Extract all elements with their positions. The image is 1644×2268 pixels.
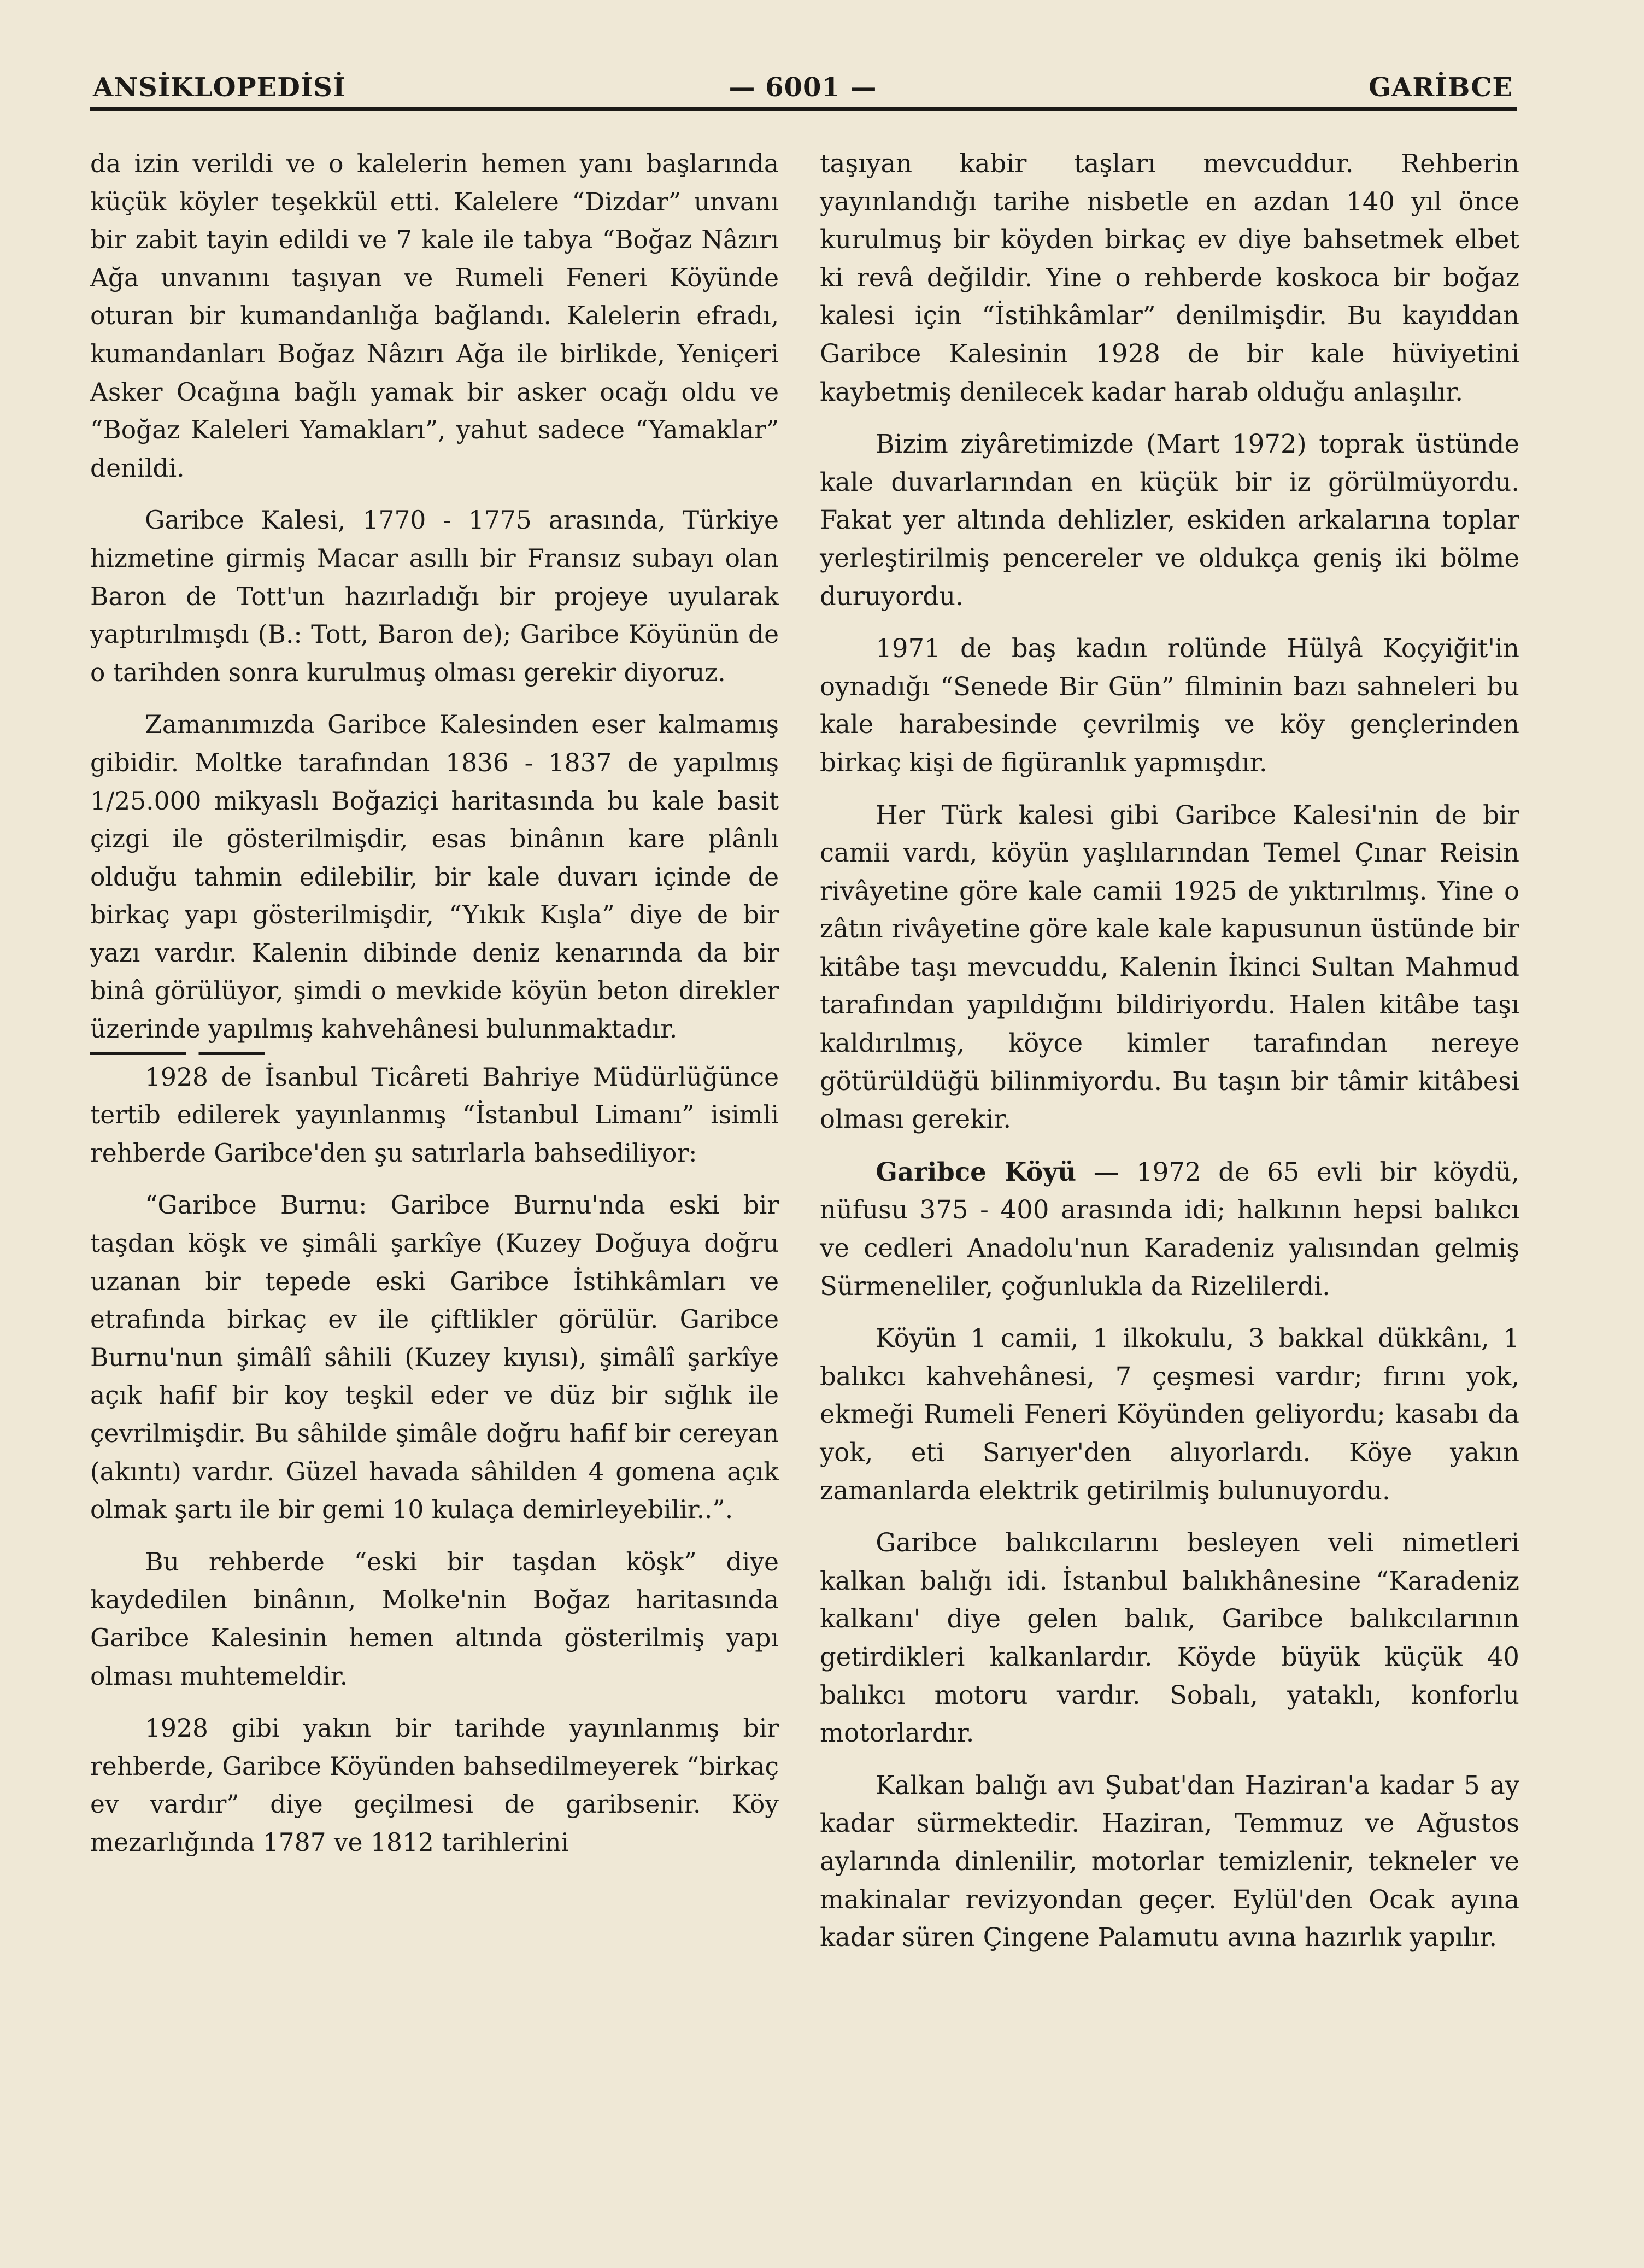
subsection-heading: Garibce Köyü [876, 1156, 1077, 1187]
subsection-paragraph [820, 1153, 1519, 1305]
paragraph: 1928 gibi yakın bir tarihde yayınlanmış bir rehberde, Garibce Köyünden bahsedilmeyerek “birkaç ev vardır” diye geçilmesi de garibsenir. Köy mezarlığında 1787 ve 1812 tarihlerini [90, 1714, 779, 1857]
paragraph: 1971 de baş kadın rolünde Hülyâ Koçyiğit'in oynadığı “Senede Bir Gün” filminin bazı sahneleri bu kale harabesinde çevrilmiş ve köy gençlerinden birkaç kişi de figüranlık yapmışdır. [820, 634, 1519, 777]
paragraph: Köyün 1 camii, 1 ilkokulu, 3 bakkal dükkânı, 1 balıkcı kahvehânesi, 7 çeşmesi vardır; fırını yok, ekmeği Rumeli Feneri Köyünden geliyordu; kasabı da yok, eti Sarıyer'den alıyorlardı. Köye yakın zamanlarda elektrik getirilmiş bulunuyordu. [820, 1323, 1519, 1505]
page-header [93, 66, 1513, 109]
left-column [90, 145, 779, 1862]
paragraph: Bizim ziyâretimizde (Mart 1972) toprak üstünde kale duvarlarından en küçük bir iz görülmüyordu. Fakat yer altında dehlizler, eskiden arkalarına toplar yerleştirilmiş pencereler ve oldukça geniş iki bölme duruyordu. [820, 429, 1519, 611]
quoted-paragraph: “Garibce Burnu: Garibce Burnu'nda eski bir taşdan köşk ve şimâli şarkîye (Kuzey Doğuya doğru uzanan bir tepede eski Garibce İstihkâmları ve etrafında birkaç ev ile çiftlikler görülür. Garibce Burnu'nun şimâlî sâhili (Kuzey kıyısı), şimâlî şarkîye açık hafif bir koy teşkil eder ve düz bir sığlık ile çevrilmişdir. Bu sâhilde şimâle doğru hafif bir cereyan (akıntı) vardır. Güzel havada sâhilden 4 gomena açık olmak şartı ile bir gemi 10 kulaça demirleyebilir..”. [90, 1191, 779, 1525]
paragraph: da izin verildi ve o kalelerin hemen yanı başlarında küçük köyler teşekkül etti. Kalelere “Dizdar” unvanı bir zabit tayin edildi ve 7 kale ile tabya “Boğaz Nâzırı Ağa unvanını taşıyan ve Rumeli Feneri Köyünde oturan bir kumandanlığa bağlandı. Kalelerin efradı, kumandanları Boğaz Nâzırı Ağa ile birlikde, Yeniçeri Asker Ocağına bağlı yamak bir asker ocağı oldu ve “Boğaz Kaleleri Yamakları”, yahut sadece “Yamaklar” denildi. [90, 149, 779, 483]
right-column [820, 145, 1519, 1957]
paragraph: taşıyan kabir taşları mevcuddur. Rehberin yayınlandığı tarihe nisbetle en azdan 140 yıl önce kurulmuş bir köyden birkaç ev diye bahsetmek elbet ki revâ değildir. Yine o rehberde koskoca bir boğaz kalesi için “İstihkâmlar” denilmişdir. Bu kayıddan Garibce Kalesinin 1928 de bir kale hüviyetini kaybetmiş denilecek kadar harab olduğu anlaşılır. [820, 149, 1519, 407]
header-rule [90, 107, 1517, 111]
subsection-text: — 1972 de 65 evli bir köydü, nüfusu 375 - 400 arasında idi; halkının hepsi balıkcı ve cedleri Anadolu'nun Karadeniz yalısından gelmiş Sürmeneliler, çoğunlukla da Rizelilerdi. [820, 1157, 1519, 1301]
paragraph: Zamanımızda Garibce Kalesinden eser kalmamış gibidir. Moltke tarafından 1836 - 1837 de yapılmış 1/25.000 mikyaslı Boğaziçi haritasında bu kale basit çizgi ile gösterilmişdir, esas binânın kare plânlı olduğu tahmin edilebilir, bir kale duvarı içinde de birkaç yapı gösterilmişdir, “Yıkık Kışla” diye de bir yazı vardır. Kalenin dibinde deniz kenarında da bir binâ görülüyor, şimdi o mevkide köyün beton direkler üzerinde yapılmış kahvehânesi bulunmaktadır. [90, 710, 779, 1044]
paragraph: Bu rehberde “eski bir taşdan köşk” diye kaydedilen binânın, Molke'nin Boğaz haritasında Garibce Kalesinin hemen altında gösterilmiş yapı olması muhtemeldir. [90, 1547, 779, 1691]
header-entry-title: GARİBCE [1369, 72, 1513, 103]
paragraph: Kalkan balığı avı Şubat'dan Haziran'a kadar 5 ay kadar sürmektedir. Haziran, Temmuz ve Ağustos aylarında dinlenilir, motorlar temizlenir, tekneler ve makinalar revizyondan geçer. Eylül'den Ocak ayına kadar süren Çingene Palamutu avına hazırlık yapılır. [820, 1770, 1519, 1953]
page-number: — 6001 — [729, 72, 877, 103]
paragraph: 1928 de İsanbul Ticâreti Bahriye Müdürlüğünce tertib edilerek yayınlanmış “İstanbul Limanı” isimli rehberde Garibce'den şu satırlarla bahsediliyor: [90, 1062, 779, 1168]
header-encyclopedia-title: ANSİKLOPEDİSİ [93, 72, 346, 103]
section-divider [90, 1052, 265, 1055]
paragraph: Her Türk kalesi gibi Garibce Kalesi'nin de bir camii vardı, köyün yaşlılarından Temel Çınar Reisin rivâyetine göre kale camii 1925 de yıktırılmış. Yine o zâtın rivâyetine göre kale kale kapusunun üstünde bir kitâbe taşı mevcuddu, Kalenin İkinci Sultan Mahmud tarafından yapıldığını bildiriyordu. Halen kitâbe taşı kaldırılmış, köyce kimler tarafından nereye götürüldüğü bilinmiyordu. Bu taşın bir tâmir kitâbesi olması gerekir. [820, 800, 1519, 1134]
paragraph: Garibce balıkcılarını besleyen veli nimetleri kalkan balığı idi. İstanbul balıkhânesine “Karadeniz kalkanı' diye gelen balık, Garibce balıkcılarının getirdikleri kalkanlardır. Köyde büyük küçük 40 balıkcı motoru vardır. Sobalı, yataklı, konforlu motorlardır. [820, 1528, 1519, 1748]
paragraph: Garibce Kalesi, 1770 - 1775 arasında, Türkiye hizmetine girmiş Macar asıllı bir Fransız subayı olan Baron de Tott'un hazırladığı bir projeye uyularak yaptırılmışdı (B.: Tott, Baron de); Garibce Köyünün de o tarihden sonra kurulmuş olması gerekir diyoruz. [90, 506, 779, 687]
